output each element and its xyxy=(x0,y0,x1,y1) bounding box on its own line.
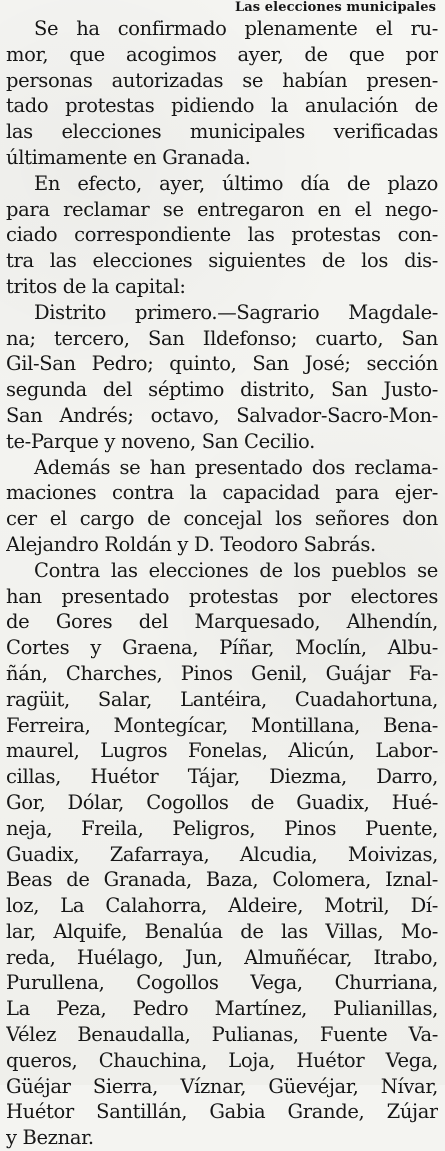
text-line: personas autorizadas se habían presen- xyxy=(6,68,438,92)
text-line: neja, Freila, Peligros, Pinos Puente, xyxy=(6,816,438,840)
text-line: y Beznar. xyxy=(6,1126,94,1150)
text-line: Güéjar Sierra, Víznar, Güevéjar, Nívar, xyxy=(6,1074,438,1098)
text-line: Además se han presentado dos reclama- xyxy=(34,455,438,479)
text-line: Distrito primero.—Sagrario Magdale- xyxy=(34,300,438,324)
text-line: ragüit, Salar, Lantéira, Cuadahortuna, xyxy=(6,687,438,711)
text-line: las elecciones municipales verificadas xyxy=(6,120,438,144)
text-line: En efecto, ayer, último día de plazo xyxy=(34,171,438,195)
text-line: tra las elecciones siguientes de los dis- xyxy=(6,249,438,273)
text-line: reda, Huélago, Jun, Almuñécar, Itrabo, xyxy=(6,945,438,969)
text-line: segunda del séptimo distrito, San Justo- xyxy=(6,378,438,402)
text-line: Ferreira, Montegícar, Montillana, Bena- xyxy=(6,713,438,737)
text-line: Huétor Santillán, Gabia Grande, Zújar xyxy=(6,1100,438,1124)
text-line: Vélez Benaudalla, Pulianas, Fuente Va- xyxy=(6,1023,438,1047)
text-line: cer el cargo de concejal los señores don xyxy=(6,507,438,531)
article-heading: Las elecciones municipales xyxy=(235,0,436,15)
text-line: cillas, Huétor Tájar, Diezma, Darro, xyxy=(6,765,438,789)
text-line: de Gores del Marquesado, Alhendín, xyxy=(6,610,438,634)
paragraph-5 xyxy=(6,558,438,1151)
text-line: tado protestas pidiendo la anulación de xyxy=(6,94,438,118)
paragraph-2 xyxy=(6,171,438,300)
text-line: mor, que acogimos ayer, de que por xyxy=(6,42,438,66)
text-line: te-Parque y noveno, San Cecilio. xyxy=(6,429,315,453)
text-line: Gor, Dólar, Cogollos de Guadix, Hué- xyxy=(6,790,438,814)
news-article xyxy=(6,0,438,1151)
text-line: Contra las elecciones de los pueblos se xyxy=(34,558,438,582)
text-line: Se ha confirmado plenamente el ru- xyxy=(34,17,438,40)
text-line: han presentado protestas por electores xyxy=(6,584,438,608)
paragraph-1 xyxy=(6,16,438,171)
text-line: Beas de Granada, Baza, Colomera, Iznal- xyxy=(6,868,438,892)
text-line: ñán, Charches, Pinos Genil, Guájar Fa- xyxy=(6,661,438,685)
text-line: maciones contra la capacidad para ejer- xyxy=(6,481,438,505)
text-line: Gil-San Pedro; quinto, San José; sección xyxy=(6,352,438,376)
text-line: San Andrés; octavo, Salvador-Sacro-Mon- xyxy=(6,403,438,427)
text-line: Purullena, Cogollos Vega, Churriana, xyxy=(6,971,438,995)
text-line: La Peza, Pedro Martínez, Pulianillas, xyxy=(6,997,438,1021)
text-line: queros, Chauchina, Loja, Huétor Vega, xyxy=(6,1048,438,1072)
text-line: Alejandro Roldán y D. Teodoro Sabrás. xyxy=(6,532,376,556)
text-line: lar, Alquife, Benalúa de las Villas, Mo- xyxy=(6,919,438,943)
text-line: tritos de la capital: xyxy=(6,274,186,298)
paragraph-4 xyxy=(6,455,438,558)
paragraph-3 xyxy=(6,300,438,455)
text-line: na; tercero, San Ildefonso; cuarto, San xyxy=(6,326,438,350)
text-line: Guadix, Zafarraya, Alcudia, Moivizas, xyxy=(6,842,438,866)
text-line: Cortes y Graena, Píñar, Moclín, Albu- xyxy=(6,636,438,660)
text-line: ciado correspondiente las protestas con- xyxy=(6,223,438,247)
text-line: maurel, Lugros Fonelas, Alicún, Labor- xyxy=(6,739,438,763)
text-line: para reclamar se entregaron en el nego- xyxy=(6,197,438,221)
text-line: loz, La Calahorra, Aldeire, Motril, Dí- xyxy=(6,894,438,918)
text-line: últimamente en Granada. xyxy=(6,145,251,169)
